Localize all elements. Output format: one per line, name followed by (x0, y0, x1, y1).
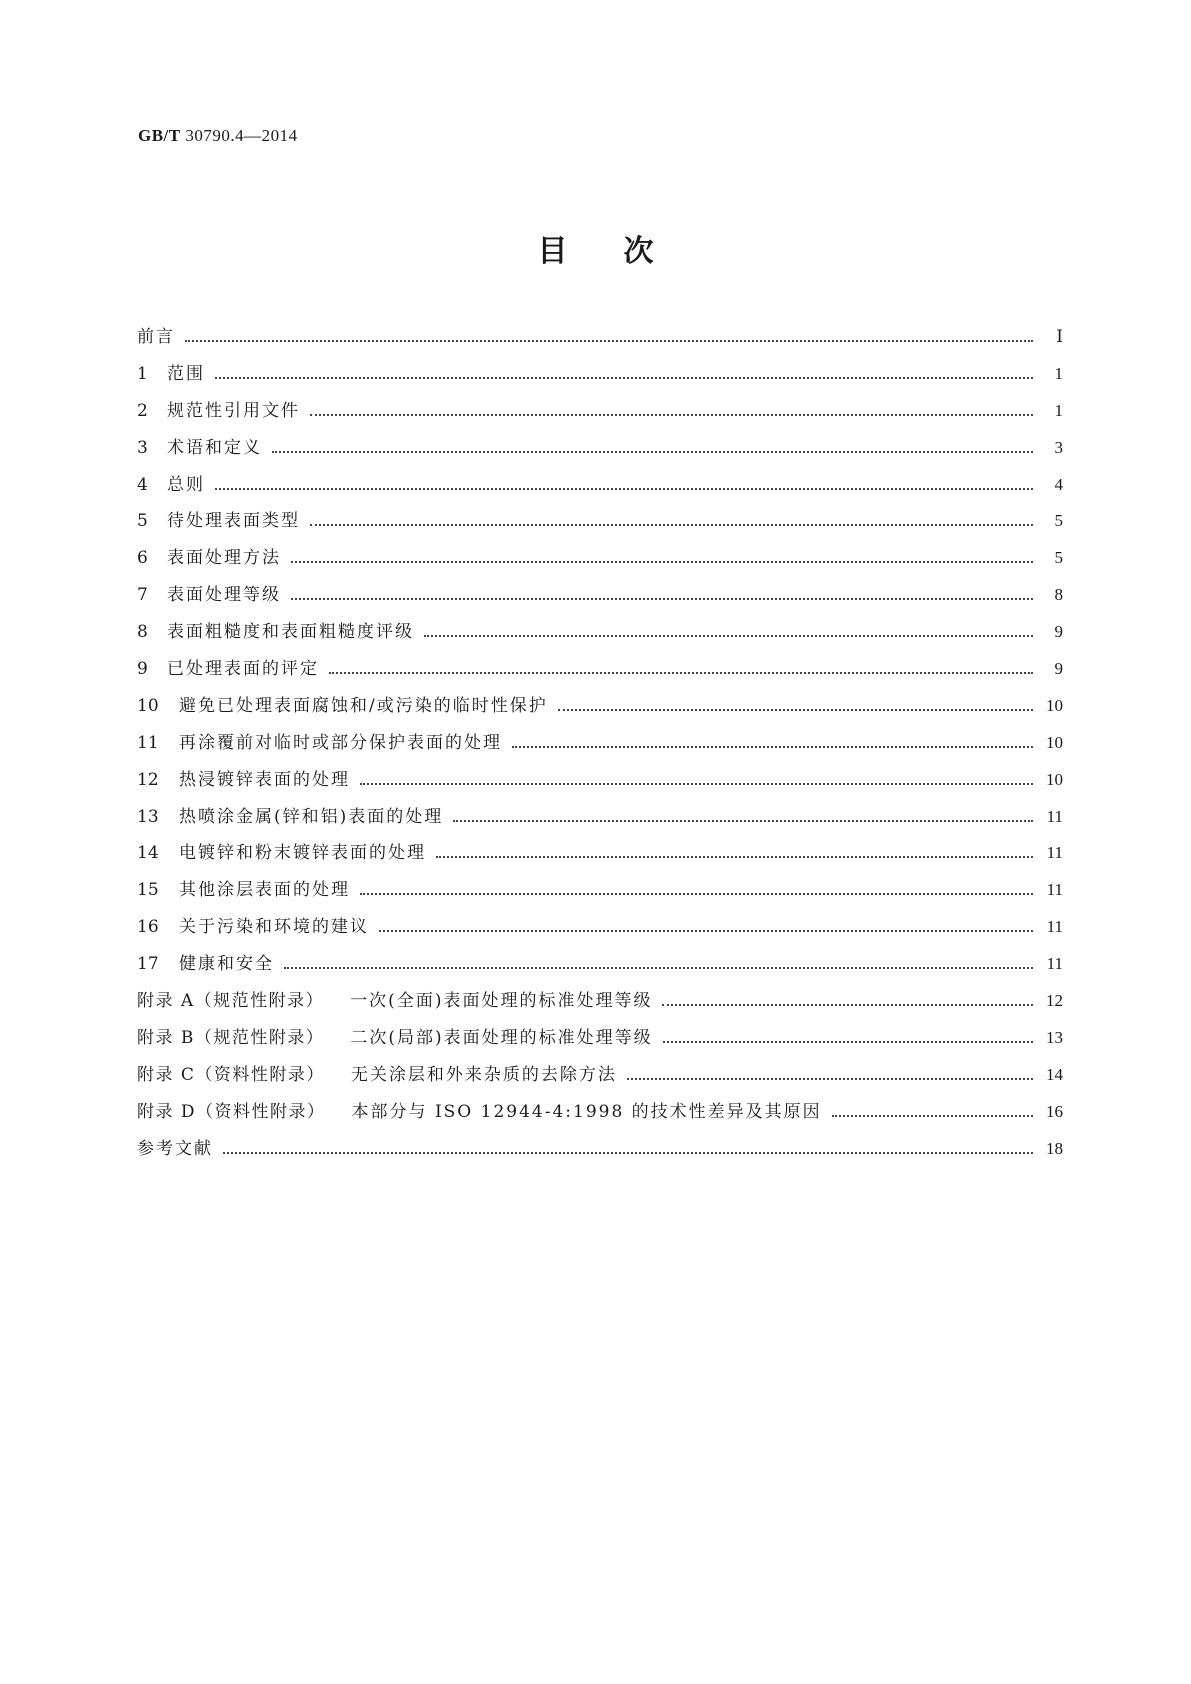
toc-appendix-label: 附录 B（规范性附录） (137, 1027, 325, 1048)
toc-entry-label: 健康和安全 (179, 954, 274, 975)
toc-entry-appendix-d[interactable] (137, 1100, 1063, 1137)
toc-leader-dots (223, 1151, 1033, 1154)
toc-entry-number: 9 (137, 659, 148, 680)
toc-entry-page: 11 (1046, 843, 1063, 863)
toc-entry-15[interactable] (137, 878, 1063, 915)
toc-entry-14[interactable] (137, 841, 1063, 878)
standard-number: 30790.4—2014 (185, 126, 298, 145)
toc-entry-number: 12 (137, 769, 159, 790)
toc-leader-dots (291, 560, 1033, 563)
standard-prefix: GB/T (138, 126, 181, 145)
toc-entry-6[interactable] (137, 546, 1063, 583)
toc-entry-page: 13 (1046, 1027, 1063, 1047)
toc-leader-dots (215, 376, 1033, 379)
toc-entry-page: 3 (1054, 437, 1063, 457)
standard-code (138, 126, 298, 146)
toc-entry-number: 5 (137, 511, 148, 532)
toc-leader-dots (832, 1114, 1033, 1117)
toc-appendix-label: 附录 C（资料性附录） (137, 1064, 325, 1085)
page-title: 目次 (537, 234, 710, 269)
toc-entry-number: 15 (137, 880, 159, 901)
toc-entry-label: 表面粗糙度和表面粗糙度评级 (167, 622, 414, 643)
toc-appendix-label: 附录 A（规范性附录） (137, 991, 325, 1012)
toc-entry-11[interactable] (137, 731, 1063, 768)
toc-entry-label: 本部分与 ISO 12944-4:1998 的技术性差异及其原因 (351, 1101, 822, 1122)
toc-leader-dots (558, 708, 1033, 711)
toc-entry-page: 11 (1046, 806, 1063, 826)
toc-entry-number: 16 (137, 917, 159, 938)
toc-entry-16[interactable] (137, 915, 1063, 952)
toc-leader-dots (329, 671, 1033, 674)
toc-entry-page: 9 (1054, 659, 1063, 679)
toc-entry-17[interactable] (137, 952, 1063, 989)
toc-entry-number: 8 (137, 622, 148, 643)
toc-leader-dots (662, 1003, 1033, 1006)
toc-entry-page: 18 (1046, 1138, 1063, 1158)
toc-leader-dots (360, 782, 1033, 785)
toc-entry-page: 1 (1054, 400, 1063, 420)
toc-entry-label: 前言 (137, 327, 175, 347)
toc-entry-4[interactable] (137, 473, 1063, 510)
toc-entry-page: 14 (1046, 1064, 1063, 1084)
toc-entry-12[interactable] (137, 768, 1063, 805)
toc-entry-number: 14 (137, 843, 159, 864)
toc-leader-dots (185, 339, 1033, 342)
toc-entry-page: 8 (1054, 585, 1063, 605)
toc-entry-number: 3 (137, 437, 148, 458)
toc-entry-page: 11 (1046, 880, 1063, 900)
toc-entry-number: 6 (137, 548, 148, 569)
toc-entry-page: 5 (1054, 511, 1063, 531)
toc-entry-page: 11 (1046, 954, 1063, 974)
toc-entry-label: 再涂覆前对临时或部分保护表面的处理 (179, 732, 502, 753)
toc-entry-label: 热浸镀锌表面的处理 (179, 769, 350, 790)
toc-entry-label: 规范性引用文件 (167, 400, 300, 421)
toc-leader-dots (424, 634, 1033, 637)
toc-entry-page: 5 (1054, 548, 1063, 568)
toc-entry-appendix-b[interactable] (137, 1026, 1063, 1063)
toc-leader-dots (360, 892, 1033, 895)
toc-entry-label: 术语和定义 (167, 437, 262, 458)
toc-entry-number: 1 (137, 363, 148, 384)
toc-entry-number: 13 (137, 806, 159, 827)
toc-leader-dots (436, 855, 1033, 858)
toc-entry-page: 1 (1054, 363, 1063, 383)
toc-entry-10[interactable] (137, 694, 1063, 731)
toc-leader-dots (215, 487, 1033, 490)
toc-entry-label: 已处理表面的评定 (167, 659, 319, 680)
toc-leader-dots (272, 450, 1033, 453)
toc-entry-number: 2 (137, 400, 148, 421)
toc-leader-dots (291, 597, 1033, 600)
toc-entry-number: 17 (137, 954, 159, 975)
toc-entry-page: 12 (1046, 991, 1063, 1011)
toc-entry-13[interactable] (137, 805, 1063, 842)
toc-entry-9[interactable] (137, 657, 1063, 694)
toc-entry-3[interactable] (137, 436, 1063, 473)
toc-leader-dots (310, 523, 1033, 526)
toc-entry-label: 表面处理等级 (167, 585, 281, 606)
toc-entry-label: 无关涂层和外来杂质的去除方法 (350, 1064, 617, 1085)
toc-entry-label: 热喷涂金属(锌和铝)表面的处理 (179, 806, 444, 827)
toc-entry-label: 其他涂层表面的处理 (179, 880, 350, 901)
toc-entry-page: 16 (1046, 1101, 1063, 1121)
toc-entry-page: Ⅰ (1056, 327, 1063, 346)
toc-entry-label: 二次(局部)表面处理的标准处理等级 (350, 1027, 653, 1048)
toc-leader-dots (627, 1077, 1033, 1080)
toc-entry-label: 范围 (167, 363, 205, 384)
toc-entry-8[interactable] (137, 620, 1063, 657)
toc-leader-dots (284, 966, 1033, 969)
toc-entry-number: 10 (137, 695, 159, 716)
toc-entry-label: 参考文献 (137, 1138, 213, 1159)
toc-entry-foreword[interactable] (137, 325, 1063, 362)
toc-entry-label: 避免已处理表面腐蚀和/或污染的临时性保护 (179, 695, 548, 716)
toc-appendix-label: 附录 D（资料性附录） (137, 1101, 326, 1122)
toc-entry-page: 4 (1054, 474, 1063, 494)
toc-leader-dots (663, 1040, 1033, 1043)
toc-entry-page: 9 (1054, 622, 1063, 642)
toc-entry-label: 表面处理方法 (167, 548, 281, 569)
toc-entry-appendix-a[interactable] (137, 989, 1063, 1026)
toc-entry-number: 7 (137, 585, 148, 606)
toc-entry-page: 10 (1046, 769, 1063, 789)
toc-entry-5[interactable] (137, 509, 1063, 546)
toc-entry-references[interactable] (137, 1137, 1063, 1174)
toc-entry-page: 11 (1046, 917, 1063, 937)
table-of-contents (137, 325, 1063, 1173)
toc-entry-7[interactable] (137, 583, 1063, 620)
toc-entry-label: 电镀锌和粉末镀锌表面的处理 (179, 843, 426, 864)
toc-entry-label: 一次(全面)表面处理的标准处理等级 (350, 991, 653, 1012)
toc-entry-label: 总则 (167, 474, 205, 495)
toc-entry-1[interactable] (137, 362, 1063, 399)
toc-entry-label: 待处理表面类型 (167, 511, 300, 532)
toc-entry-page: 10 (1046, 695, 1063, 715)
toc-entry-label: 关于污染和环境的建议 (179, 917, 369, 938)
toc-leader-dots (379, 929, 1033, 932)
toc-entry-appendix-c[interactable] (137, 1063, 1063, 1100)
toc-leader-dots (453, 819, 1033, 822)
toc-leader-dots (512, 745, 1033, 748)
toc-entry-number: 11 (137, 732, 159, 753)
toc-entry-number: 4 (137, 474, 148, 495)
toc-entry-page: 10 (1046, 732, 1063, 752)
toc-leader-dots (310, 413, 1033, 416)
toc-entry-2[interactable] (137, 399, 1063, 436)
